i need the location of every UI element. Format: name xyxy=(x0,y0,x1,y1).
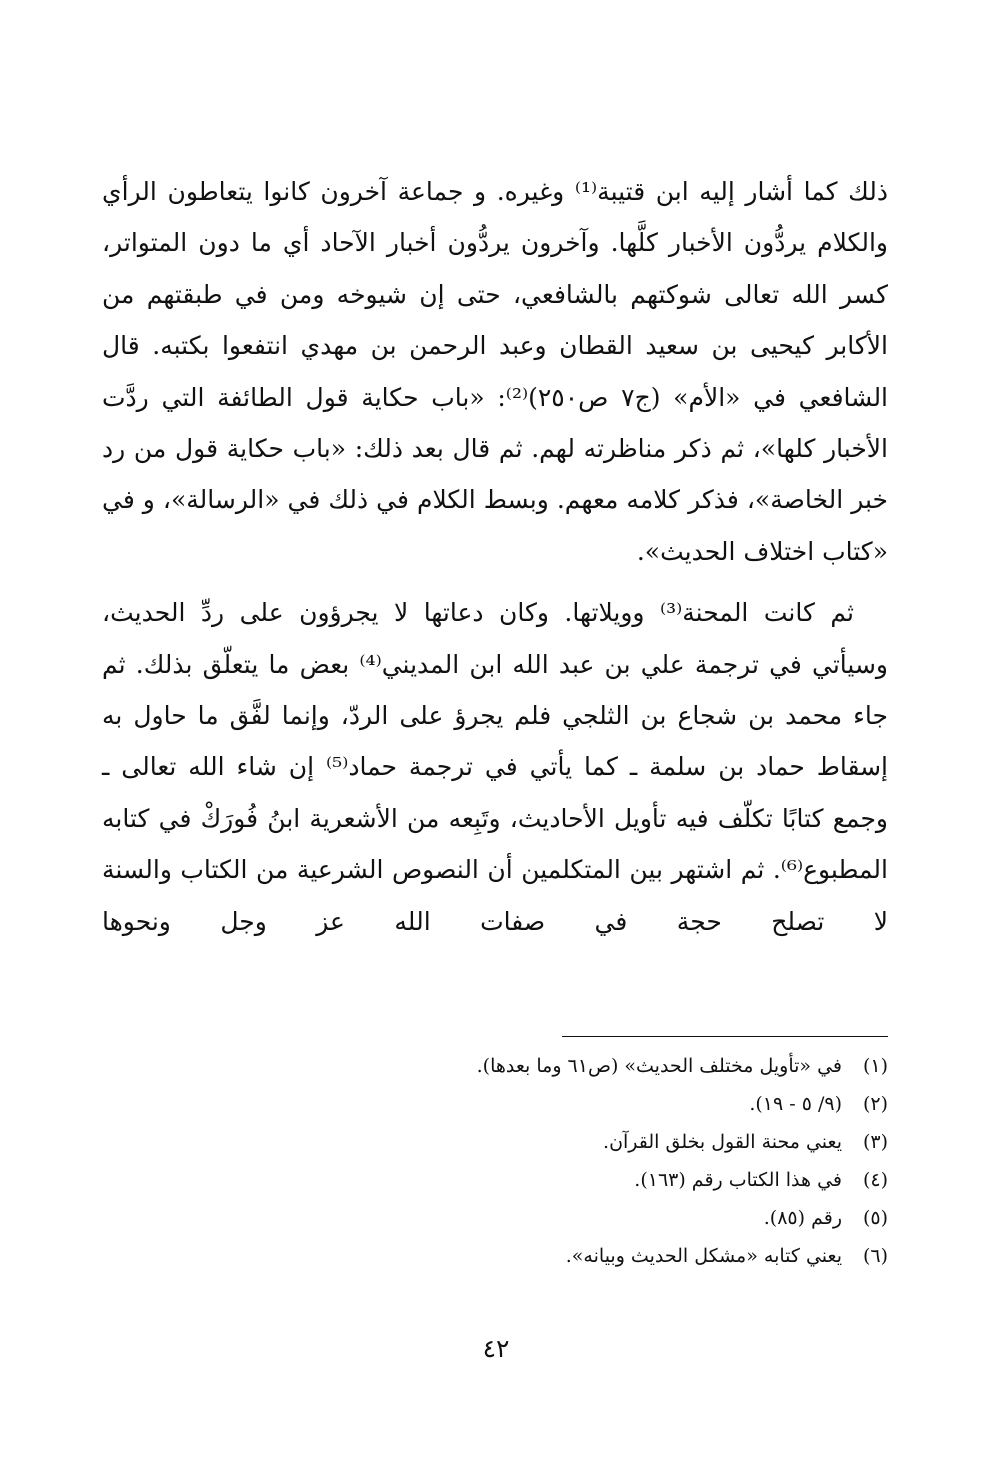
footnote-text: في هذا الكتاب رقم (١٦٣). xyxy=(634,1169,842,1191)
footnote-number: (٣) xyxy=(862,1131,888,1153)
main-text xyxy=(102,166,888,947)
footnote-number: (١) xyxy=(862,1055,888,1077)
page-number: ٤٢ xyxy=(482,1334,510,1363)
paragraph-1: ذلك كما أشار إليه ابن قتيبة⁽¹⁾ وغيره. و جماعة آخرون كانوا يتعاطون الرأي والكلام يردُّون الأخبار كلَّها. وآخرون يردُّون أخبار الآحاد أي ما دون المتواتر، كسر الله تعالى شوكتهم بالشافعي، حتى إن شيوخه ومن في طبقتهم من الأكابر كيحيى بن سعيد القطان وعبد الرحمن بن مهدي انتفعوا بكتبه. قال الشافعي في «الأم» (ج٧ ص٢٥٠)⁽²⁾: «باب حكاية قول الطائفة التي ردَّت الأخبار كلها»، ثم ذكر مناظرته لهم. ثم قال بعد ذلك: «باب حكاية قول من رد خبر الخاصة»، فذكر كلامه معهم. وبسط الكلام في ذلك في «الرسالة»، و في «كتاب اختلاف الحديث». xyxy=(102,177,889,566)
footnote-text: يعني كتابه «مشكل الحديث وبيانه». xyxy=(565,1245,842,1267)
footnote-number: (٢) xyxy=(862,1093,888,1115)
footnotes xyxy=(102,1047,888,1275)
footnote-text: رقم (٨٥). xyxy=(763,1207,842,1229)
footnote-number: (٦) xyxy=(862,1245,888,1267)
footnote-number: (٤) xyxy=(862,1169,888,1191)
footnote-text: يعني محنة القول بخلق القرآن. xyxy=(603,1131,842,1153)
footnote-number: (٥) xyxy=(862,1207,888,1229)
footnote-5 xyxy=(102,1199,888,1237)
footnote-1 xyxy=(102,1047,888,1085)
footnote-2 xyxy=(102,1085,888,1123)
footnote-6 xyxy=(102,1237,888,1275)
footnote-text: في «تأويل مختلف الحديث» (ص٦١ وما بعدها). xyxy=(476,1055,842,1077)
paragraph-2: ثم كانت المحنة⁽³⁾ وويلاتها. وكان دعاتها لا يجرؤون على ردِّ الحديث، وسيأتي في ترجمة علي بن عبد الله ابن المديني⁽⁴⁾ بعض ما يتعلّق بذلك. ثم جاء محمد بن شجاع بن الثلجي فلم يجرؤ على الردّ، وإنما لفَّق ما حاول به إسقاط حماد بن سلمة ـ كما يأتي في ترجمة حماد⁽⁵⁾ إن شاء الله تعالى ـ وجمع كتابًا تكلّف فيه تأويل الأحاديث، وتَبِعه من الأشعرية ابنُ فُورَكْ في كتابه المطبوع⁽⁶⁾. ثم اشتهر بين المتكلمين أن النصوص الشرعية من الكتاب والسنة لا تصلح حجة في صفات الله عز وجل ونحوها xyxy=(102,598,889,936)
footnote-divider xyxy=(562,1036,888,1037)
footnote-text: (٩/ ٥ - ١٩). xyxy=(749,1093,842,1115)
footnote-4 xyxy=(102,1161,888,1199)
footnote-3 xyxy=(102,1123,888,1161)
